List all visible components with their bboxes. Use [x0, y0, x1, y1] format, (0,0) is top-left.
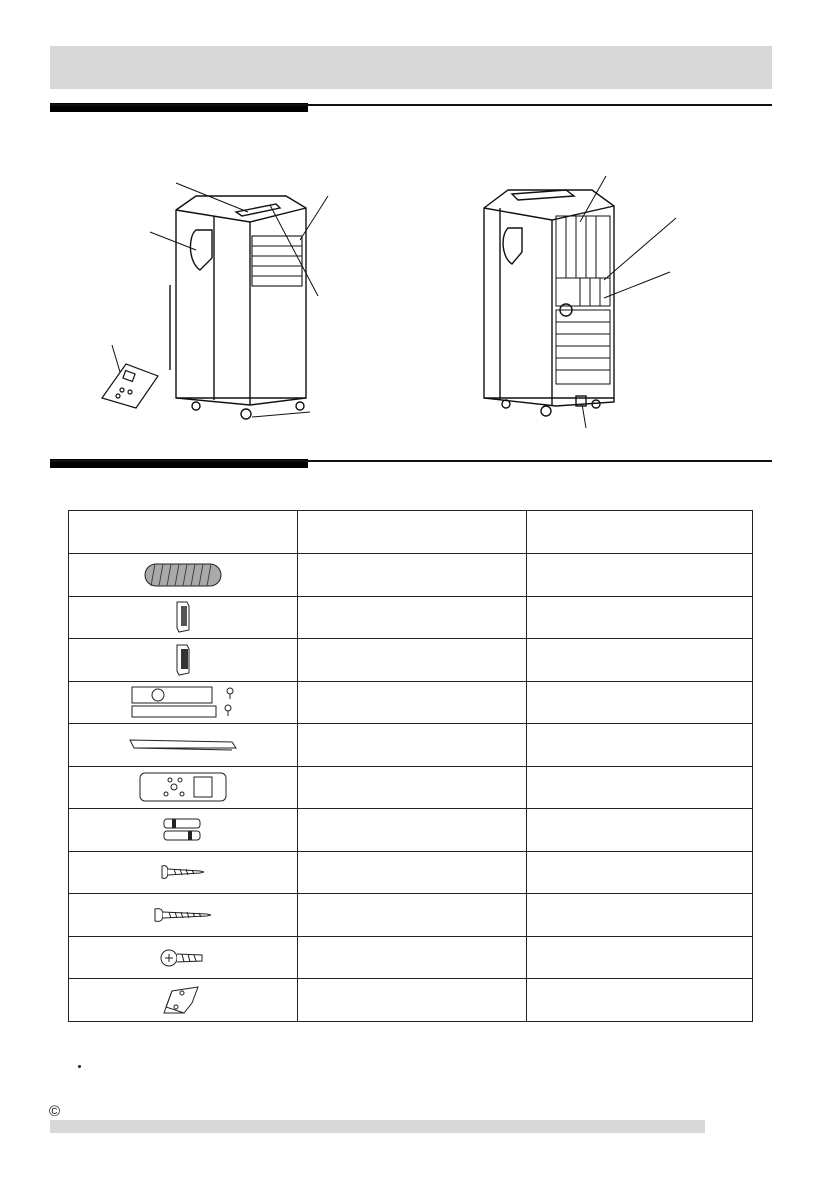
front-unit-illustration	[170, 196, 306, 419]
screw-icon	[69, 851, 298, 894]
table-row	[69, 851, 753, 894]
part-quantity	[527, 979, 753, 1022]
header-name	[298, 511, 527, 554]
part-quantity	[527, 851, 753, 894]
part-name	[298, 894, 527, 937]
part-name	[298, 979, 527, 1022]
footer-bar	[50, 1120, 705, 1133]
part-quantity	[527, 894, 753, 937]
exhaust-hose-icon	[69, 554, 298, 597]
table-row	[69, 554, 753, 597]
part-quantity	[527, 936, 753, 979]
rear-unit-illustration	[484, 190, 614, 416]
header-parts	[69, 511, 298, 554]
part-name	[298, 554, 527, 597]
table-row	[69, 724, 753, 767]
bolt-icon	[69, 936, 298, 979]
table-row	[69, 894, 753, 937]
part-name	[298, 639, 527, 682]
part-quantity	[527, 724, 753, 767]
foam-seal-strip-icon	[69, 724, 298, 767]
window-slider-kit-icon	[69, 681, 298, 724]
table-row	[69, 979, 753, 1022]
part-quantity	[527, 809, 753, 852]
l-bracket-icon	[69, 979, 298, 1022]
remote-control-illustration	[102, 364, 158, 408]
window-adapter-clip-icon	[69, 596, 298, 639]
part-quantity	[527, 554, 753, 597]
hose-adapter-icon	[69, 639, 298, 682]
unit-illustrations	[0, 110, 823, 430]
part-quantity	[527, 596, 753, 639]
part-quantity	[527, 639, 753, 682]
part-quantity	[527, 681, 753, 724]
header-quantity	[527, 511, 753, 554]
table-header-row	[69, 511, 753, 554]
part-name	[298, 596, 527, 639]
table-row	[69, 936, 753, 979]
part-quantity	[527, 766, 753, 809]
part-name	[298, 851, 527, 894]
long-screw-icon	[69, 894, 298, 937]
part-name	[298, 681, 527, 724]
table-row	[69, 681, 753, 724]
copyright-mark: ©	[49, 1103, 61, 1120]
table-row	[69, 766, 753, 809]
remote-control-icon	[69, 766, 298, 809]
part-name	[298, 809, 527, 852]
header-bar	[50, 46, 772, 89]
table-row	[69, 809, 753, 852]
accessories-table	[68, 510, 753, 1022]
part-name	[298, 936, 527, 979]
section-rule-accessories	[50, 460, 772, 462]
section-rule-parts-overview	[50, 104, 772, 106]
part-name	[298, 724, 527, 767]
part-name	[298, 766, 527, 809]
table-row	[69, 639, 753, 682]
table-row	[69, 596, 753, 639]
note-bullet	[78, 1065, 81, 1068]
batteries-icon	[69, 809, 298, 852]
